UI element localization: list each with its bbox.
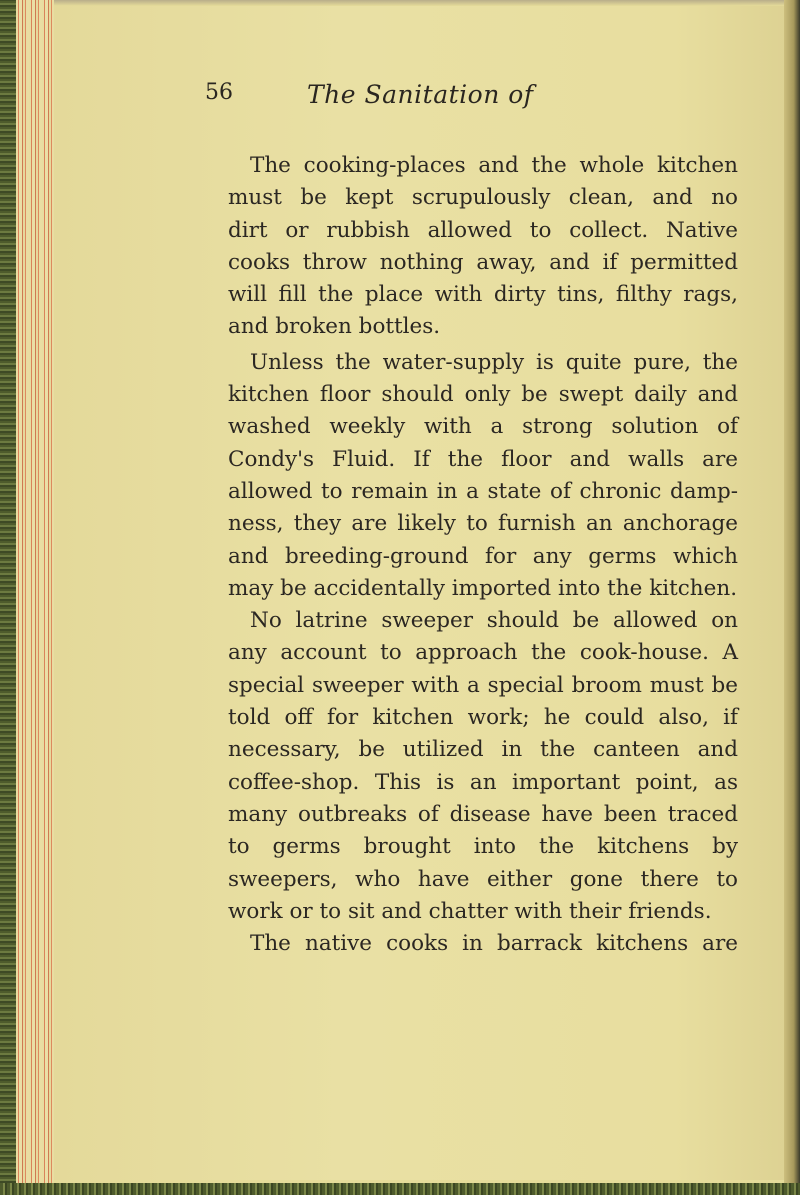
text-line: and breeding-ground for any germs which: [228, 543, 738, 569]
text-line: any account to approach the cook-house. A: [228, 640, 738, 666]
paragraph: [228, 605, 738, 928]
text-line: to germs brought into the kitchens by: [228, 834, 738, 860]
text-line: allowed to remain in a state of chronic damp-: [228, 478, 738, 504]
text-line: many outbreaks of disease have been traced: [228, 801, 738, 827]
page-number: 56: [205, 80, 233, 105]
text-line: special sweeper with a special broom must be: [228, 672, 738, 698]
text-line: The cooking-places and the whole kitchen: [250, 153, 738, 178]
text-line: may be accidentally imported into the kitchen.: [228, 575, 738, 601]
body-text: [228, 150, 738, 960]
text-line: Unless the water-supply is quite pure, the: [250, 349, 738, 375]
text-line: and broken bottles.: [228, 314, 441, 340]
text-line: washed weekly with a strong solution of: [228, 414, 738, 440]
page-right-edge: [784, 0, 800, 1195]
text-line: necessary, be utilized in the canteen and: [228, 737, 738, 763]
running-head: The Sanitation of: [307, 80, 534, 109]
text-line: ness, they are likely to furnish an anchorage: [228, 511, 738, 537]
book-spine: [0, 0, 16, 1195]
text-line: dirt or rubbish allowed to collect. Native: [228, 217, 738, 243]
text-line: must be kept scrupulously clean, and no: [228, 185, 738, 211]
paragraph: [228, 347, 738, 605]
page-top-shadow: [54, 0, 784, 6]
text-line: will fill the place with dirty tins, filthy rags,: [228, 282, 738, 308]
paragraph: [228, 928, 738, 960]
text-line: told off for kitchen work; he could also, if: [228, 705, 738, 731]
text-line: No latrine sweeper should be allowed on: [250, 608, 738, 634]
text-line: sweepers, who have either gone there to: [228, 866, 738, 892]
text-line: cooks throw nothing away, and if permitted: [228, 249, 738, 275]
page-edges: [16, 0, 54, 1195]
text-line: The native cooks in barrack kitchens are: [250, 931, 738, 957]
text-line: work or to sit and chatter with their friends.: [228, 898, 712, 924]
book-bottom-edge: [0, 1183, 800, 1195]
text-line: Condy's Fluid. If the floor and walls are: [228, 446, 738, 472]
text-line: coffee-shop. This is an important point, as: [228, 769, 738, 795]
paragraph: [228, 150, 738, 344]
text-line: kitchen floor should only be swept daily and: [228, 382, 738, 408]
